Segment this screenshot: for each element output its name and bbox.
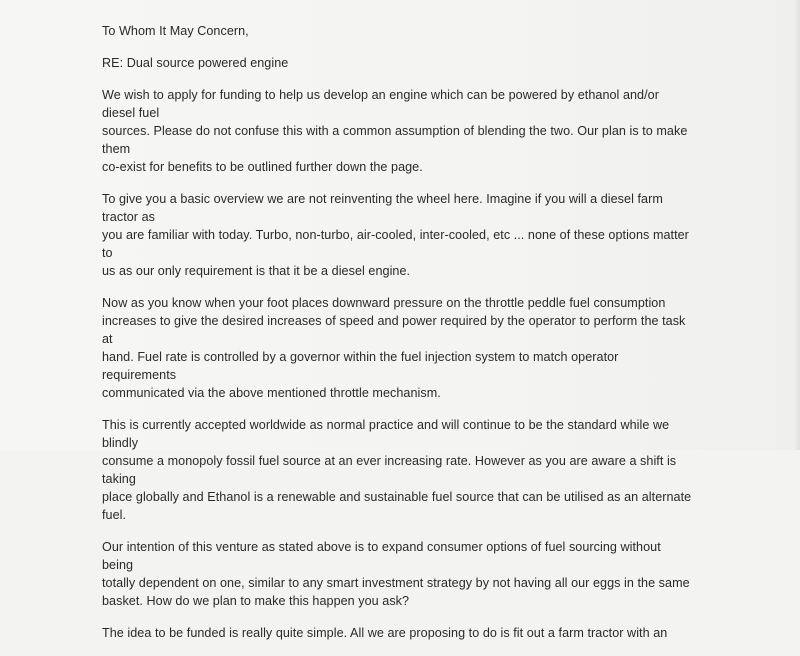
paragraph-intention: Our intention of this venture as stated above is to expand consumer options of fuel sourcing without being totally dependent on one, similar to any smart investment strategy by not having all our eggs in the same basket. How do we plan to make this happen you ask?	[102, 540, 690, 608]
scan-shadow-edge	[794, 0, 800, 450]
paragraph-current-practice: This is currently accepted worldwide as normal practice and will continue to be the standard while we blindly consume a monopoly fossil fuel source at an ever increasing rate. However as you are aware a shift is taking place globally and Ethanol is a renewable and sustainable fuel source that can be utilised as an alternate fuel.	[102, 418, 692, 522]
paragraph-funding-request: We wish to apply for funding to help us develop an engine which can be powered by ethanol and/or diesel fuel sources. Please do not confuse this with a common assumption of blending the two. Our plan is to make them co-exist for benefits to be outlined further down the page.	[102, 88, 688, 174]
paragraph-idea: The idea to be funded is really quite simple. All we are proposing to do is fit out a farm tractor with an	[102, 626, 668, 640]
letter-body	[102, 22, 692, 656]
paragraph-throttle: Now as you know when your foot places downward pressure on the throttle peddle fuel consumption increases to give the desired increases of speed and power required by the operator to perform the task at hand. Fuel rate is controlled by a governor within the fuel injection system to match operator requirements communicated via the above mentioned throttle mechanism.	[102, 296, 686, 400]
subject-line: RE: Dual source powered engine	[102, 56, 289, 70]
salutation: To Whom It May Concern,	[102, 24, 249, 38]
paragraph-overview: To give you a basic overview we are not reinventing the wheel here. Imagine if you will a diesel farm tractor as you are familiar with today. Turbo, non-turbo, air-cooled, inter-cooled, etc ... none of these options matter to us as our only requirement is that it be a diesel engine.	[102, 192, 689, 278]
